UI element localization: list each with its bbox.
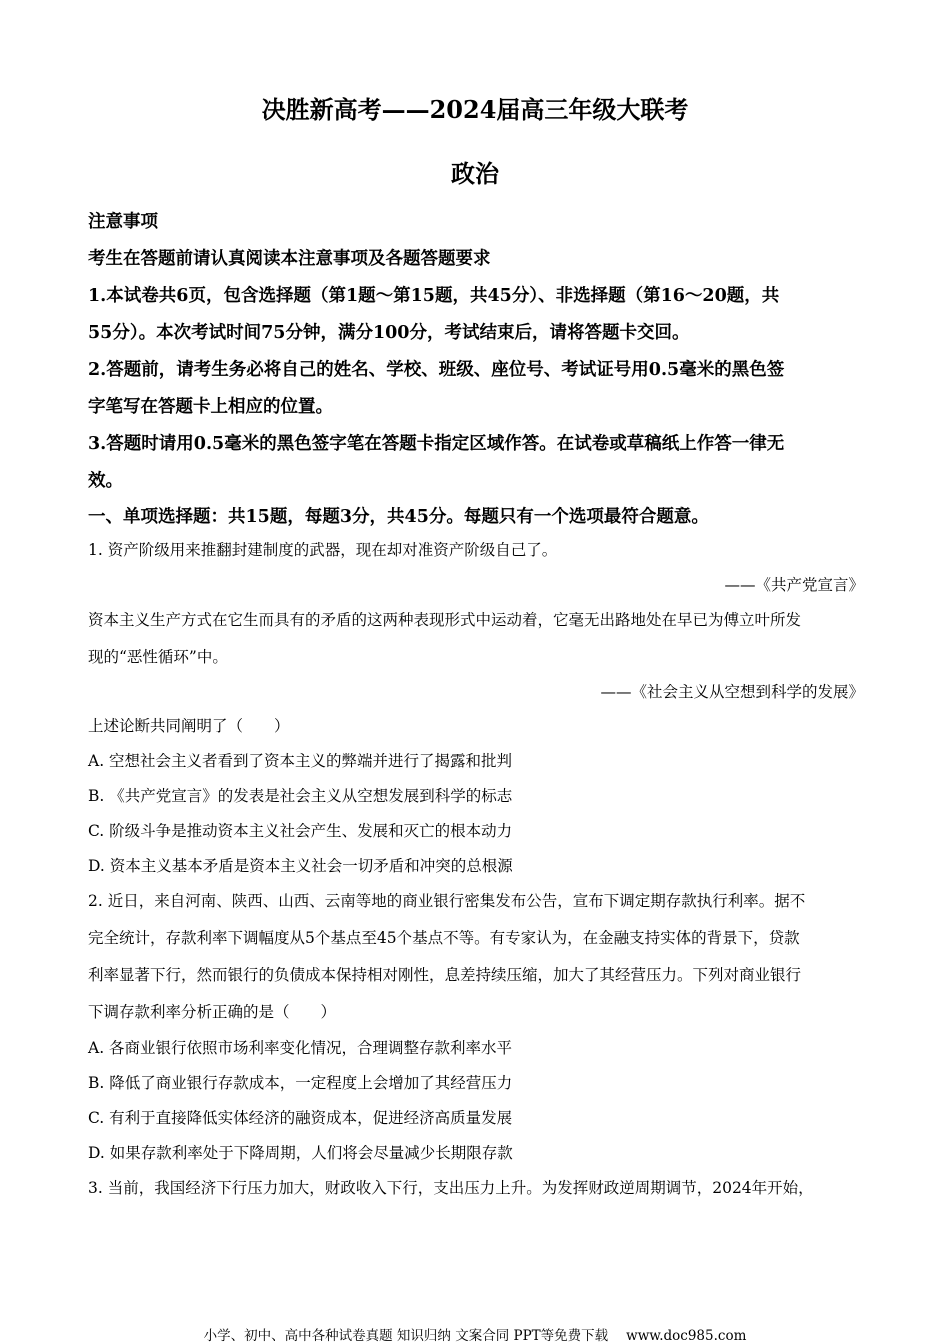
q1-option-a: A. 空想社会主义者看到了资本主义的弊端并进行了揭露和批判 xyxy=(88,752,513,770)
notice-item-1-line-1: 1.本试卷共6页，包含选择题（第1题～第15题，共45分）、非选择题（第16～20题，共 xyxy=(88,286,780,306)
q2-line-1: 2. 近日，来自河南、陕西、山西、云南等地的商业银行密集发布公告，宣布下调定期存款执行利率。据不 xyxy=(88,892,806,910)
q1-quote-2-line-1: 资本主义生产方式在它生而具有的矛盾的这两种表现形式中运动着，它毫无出路地处在早已为傅立叶所发 xyxy=(88,611,802,629)
q2-line-3: 利率显著下行，然而银行的负债成本保持相对刚性，息差持续压缩，加大了其经营压力。下列对商业银行 xyxy=(88,966,802,984)
notice-item-3-line-1: 3.答题时请用0.5毫米的黑色签字笔在答题卡指定区域作答。在试卷或草稿纸上作答一律无 xyxy=(88,434,785,454)
notice-item-1-line-2: 55分）。本次考试时间75分钟，满分100分，考试结束后，请将答题卡交回。 xyxy=(88,323,690,343)
notice-heading: 注意事项 xyxy=(88,212,158,232)
notice-item-2-line-1: 2.答题前，请考生务必将自己的姓名、学校、班级、座位号、考试证号用0.5毫米的黑色签 xyxy=(88,360,785,380)
q2-line-2: 完全统计，存款利率下调幅度从5个基点至45个基点不等。有专家认为，在金融支持实体的背景下，贷款 xyxy=(88,929,800,947)
q2-option-a: A. 各商业银行依照市场利率变化情况，合理调整存款利率水平 xyxy=(88,1039,513,1057)
notice-item-3-line-2: 效。 xyxy=(88,471,123,491)
footer-text: 小学、初中、高中各种试卷真题 知识归纳 文案合同 PPT等免费下载 xyxy=(203,1328,609,1344)
q2-option-c: C. 有利于直接降低实体经济的融资成本，促进经济高质量发展 xyxy=(88,1109,513,1127)
q3-line-1: 3. 当前，我国经济下行压力加大，财政收入下行，支出压力上升。为发挥财政逆周期调节，2024年开始， xyxy=(88,1179,814,1197)
notice-intro: 考生在答题前请认真阅读本注意事项及各题答题要求 xyxy=(88,249,491,269)
q1-option-d: D. 资本主义基本矛盾是资本主义社会一切矛盾和冲突的总根源 xyxy=(88,857,513,875)
q1-stem: 上述论断共同阐明了（ ） xyxy=(88,717,290,735)
footer-url[interactable]: www.doc985.com xyxy=(626,1328,747,1344)
q2-line-4: 下调存款利率分析正确的是（ ） xyxy=(88,1003,337,1021)
q1-option-b: B. 《共产党宣言》的发表是社会主义从空想发展到科学的标志 xyxy=(88,787,513,805)
q2-option-b: B. 降低了商业银行存款成本，一定程度上会增加了其经营压力 xyxy=(88,1074,513,1092)
section-heading: 一、单项选择题：共15题，每题3分，共45分。每题只有一个选项最符合题意。 xyxy=(88,507,709,527)
exam-title: 决胜新高考——2024届高三年级大联考 xyxy=(261,95,689,124)
notice-item-2-line-2: 字笔写在答题卡上相应的位置。 xyxy=(88,397,333,417)
q1-source-2: ——《社会主义从空想到科学的发展》 xyxy=(600,683,864,701)
subject-title: 政治 xyxy=(451,159,499,188)
q1-source-1: ——《共产党宣言》 xyxy=(724,576,864,594)
q1-quote-1: 1. 资产阶级用来推翻封建制度的武器，现在却对准资产阶级自己了。 xyxy=(88,541,558,559)
q1-option-c: C. 阶级斗争是推动资本主义社会产生、发展和灭亡的根本动力 xyxy=(88,822,513,840)
page-footer xyxy=(0,1324,950,1344)
q2-option-d: D. 如果存款利率处于下降周期，人们将会尽量减少长期限存款 xyxy=(88,1144,513,1162)
q1-quote-2-line-2: 现的“恶性循环”中。 xyxy=(88,648,228,666)
